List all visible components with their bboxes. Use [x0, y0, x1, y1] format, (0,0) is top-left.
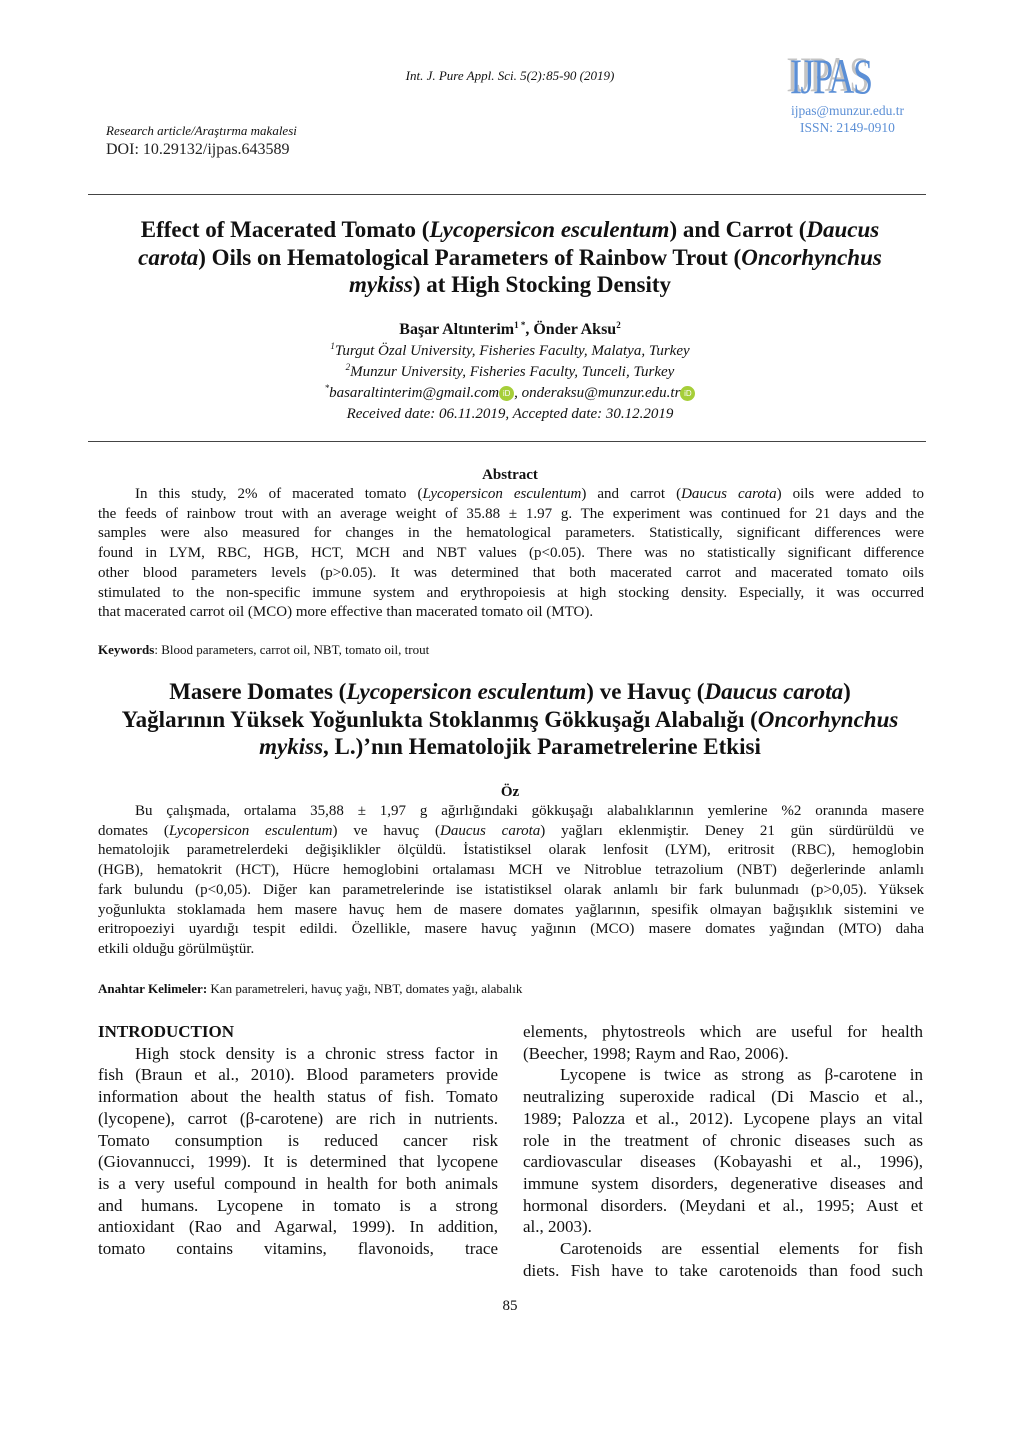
text-line — [98, 920, 924, 940]
text-segment: etkili olduğu görülmüştür. — [98, 940, 255, 957]
text-segment: ) yağları eklenmiştir. Deney 21 gün sürdürüldü ve — [540, 822, 924, 839]
text-line — [98, 822, 924, 842]
journal-citation: Int. J. Pure Appl. Sci. 5(2):85-90 (2019) — [405, 68, 615, 83]
title-line — [60, 271, 960, 299]
italic-text: Oncorhynchus — [757, 706, 899, 732]
text-segment: hematolojik parametrelerdeki değişiklikler ölçüldü. İstatistiksel olarak lenfosit (LYM), eritrosit (RBC), hemoglobin — [98, 842, 924, 859]
orcid-icon[interactable]: iD — [680, 386, 695, 401]
section-heading — [98, 1021, 498, 1043]
page-number: 85 — [502, 1298, 518, 1314]
text-segment: (HGB), hematokrit (HCT), Hücre hemoglobini ortalaması MCH ve Nitroblue tetrazolium (NBT) değerlerinde anlamlı — [98, 862, 924, 879]
anahtar-kelimeler: Anahtar Kelimeler: Kan parametreleri, havuç yağı, NBT, domates yağı, alabalık — [98, 981, 523, 996]
text-line — [98, 1216, 498, 1238]
italic-text: Lycopersicon esculentum — [346, 679, 587, 704]
text-line — [98, 940, 924, 960]
text-line — [98, 584, 924, 604]
text-segment: role in the treatment of chronic diseases such as — [523, 1130, 923, 1150]
title-line — [60, 678, 960, 706]
text-segment: and humans. Lycopene in tomato is a strong — [98, 1195, 498, 1215]
text-segment: High stock density is a chronic stress factor in — [135, 1043, 498, 1063]
journal-email[interactable]: ijpas@munzur.edu.tr — [791, 103, 904, 118]
journal-logo — [782, 48, 912, 104]
text-segment: other blood parameters levels (p>0.05). It was determined that both macerated carrot and macerated tomato oils — [98, 564, 924, 581]
text-line — [523, 1151, 923, 1173]
author-emails: *basaraltinterim@gmail.com iD , onderaksu@munzur.edu.tr iD — [0, 383, 1020, 403]
text-segment: al., 2003). — [523, 1217, 592, 1237]
text-segment: Tomato consumption is reduced cancer risk — [98, 1130, 498, 1150]
text-segment: , L.)’nın Hematolojik Parametrelerine Etkisi — [323, 734, 761, 759]
text-line — [523, 1195, 923, 1217]
text-segment: Effect of Macerated Tomato ( — [140, 217, 430, 242]
italic-text: mykiss — [348, 272, 413, 297]
italic-text: Daucus carota — [681, 486, 777, 502]
text-line — [98, 1173, 498, 1195]
text-segment: ) at High Stocking Density — [412, 272, 672, 297]
text-segment: is a very useful compound in health for both animals — [98, 1173, 498, 1193]
orcid-icon[interactable]: iD — [499, 386, 514, 401]
journal-issn: ISSN: 2149-0910 — [800, 120, 895, 135]
abstract-heading: Abstract — [482, 467, 538, 483]
text-segment: 1989; Palozza et al., 2012). Lycopene plays an vital — [523, 1108, 923, 1128]
text-segment: information about the health status of fish. Tomato — [98, 1087, 498, 1107]
text-segment: yoğunlukta stoklamada hem masere havuç hem de masere domates yağlarının, spesifik olmayan bağışıklık sistemini ve — [98, 901, 924, 918]
text-line — [98, 1238, 498, 1260]
title-line — [60, 706, 960, 734]
text-line — [523, 1064, 923, 1086]
doi[interactable]: DOI: 10.29132/ijpas.643589 — [106, 141, 290, 158]
text-line — [98, 881, 924, 901]
text-segment: antioxidant (Rao and Agarwal, 1999). In addition, — [98, 1217, 498, 1237]
italic-text: Lycopersicon esculentum — [429, 217, 670, 242]
text-line — [523, 1260, 923, 1282]
text-line — [98, 1151, 498, 1173]
text-segment: samples were also measured for changes in the hematological parameters. Statistically, significant differences were — [98, 525, 924, 542]
oz-body — [98, 802, 924, 960]
text-segment: ) — [843, 679, 851, 704]
text-segment: ) ve havuç ( — [332, 822, 440, 839]
text-line — [98, 901, 924, 921]
text-segment: that macerated carrot oil (MCO) more effective than macerated tomato oil (MTO). — [98, 604, 594, 621]
text-segment: diets. Fish have to take carotenoids than food such — [523, 1260, 923, 1280]
text-segment: hormonal disorders. (Meydani et al., 1995; Aust et — [523, 1195, 923, 1215]
text-line — [98, 603, 924, 623]
text-line — [523, 1130, 923, 1152]
title-english — [60, 216, 960, 299]
text-line — [98, 1108, 498, 1130]
text-segment: Bu çalışmada, ortalama 35,88 ± 1,97 g ağırlığındaki gökkuşağı alabalıklarının yemlerine %2 oranında masere — [135, 803, 924, 819]
text-segment: (lycopene), carrot (β-carotene) are rich in nutrients. — [98, 1108, 498, 1128]
logo-text: IJPAS — [790, 48, 872, 104]
text-line — [523, 1043, 923, 1065]
text-segment: fark bulundu (p<0,05). Diğer kan parametrelerinde ise istatistiksel olarak anlamlı bir fark bulunmadı (p>0,05). Yüksek — [98, 881, 924, 898]
divider — [88, 194, 926, 195]
text-line — [98, 485, 924, 505]
email-1[interactable]: basaraltinterim@gmail.com — [329, 385, 500, 401]
text-segment: Masere Domates ( — [169, 679, 347, 704]
affiliation-2: $^2$Munzur University, Fisheries Faculty, Tunceli, Turkey — [345, 362, 675, 380]
italic-text: Oncorhynchus — [741, 244, 882, 270]
text-segment: ) ve Havuç ( — [586, 679, 705, 704]
italic-text: Lycopersicon esculentum — [168, 822, 333, 839]
text-segment: Lycopene is twice as strong as β-carotene in — [560, 1065, 923, 1085]
text-segment: ) and Carrot ( — [669, 217, 807, 242]
title-line — [60, 244, 960, 272]
text-line — [98, 841, 924, 861]
italic-text: mykiss — [259, 734, 324, 759]
text-segment: cardiovascular diseases (Kobayashi et al., 1996), — [523, 1152, 923, 1172]
text-segment: eritropoeziyi uyardığı tespit edildi. Özellikle, masere havuç yağının (MCO) masere domates yağından (MTO) daha — [98, 921, 924, 938]
text-line — [98, 1130, 498, 1152]
text-segment: neutralizing superoxide radical (Di Mascio et al., — [523, 1087, 923, 1107]
authors: Başar Altınterim$^{1 *}$, Önder Aksu$^2$ — [399, 320, 621, 338]
text-segment: (Beecher, 1998; Raym and Rao, 2006). — [523, 1043, 789, 1063]
dates: Received date: 06.11.2019, Accepted date: 30.12.2019 — [346, 406, 674, 422]
text-line — [98, 564, 924, 584]
text-line — [523, 1238, 923, 1260]
text-segment: found in LYM, RBC, HGB, HCT, MCH and NBT values (p<0.05). There was no statistically significant difference — [98, 545, 924, 562]
italic-text: Lycopersicon esculentum — [422, 486, 582, 502]
text-line — [98, 1195, 498, 1217]
text-line — [98, 505, 924, 525]
text-segment: ) and carrot ( — [581, 486, 682, 502]
text-line — [98, 544, 924, 564]
text-segment: (Giovannucci, 1999). It is determined that lycopene — [98, 1152, 498, 1172]
text-line — [523, 1108, 923, 1130]
text-segment: Yağlarının Yüksek Yoğunlukta Stoklanmış Gökkuşağı Alabalığı ( — [121, 706, 758, 732]
italic-text: Daucus carota — [704, 679, 844, 704]
text-line — [98, 1086, 498, 1108]
text-segment: tomato contains vitamins, flavonoids, trace — [98, 1239, 498, 1259]
text-segment: elements, phytostreols which are useful for health — [523, 1022, 923, 1041]
title-turkish — [60, 678, 960, 761]
text-segment: the feeds of rainbow trout with an average weight of 35.88 ± 1.97 g. The experiment was continued for 21 days and the — [98, 505, 924, 522]
text-segment: ) oils were added to — [776, 486, 924, 502]
text-segment: Carotenoids are essential elements for fish — [560, 1239, 923, 1259]
text-segment: stimulated to the non-specific immune system and erythropoiesis at high stocking density. Especially, it was occurred — [98, 584, 924, 601]
text-line — [523, 1021, 923, 1043]
italic-text: carota — [138, 244, 199, 270]
text-line — [523, 1216, 923, 1238]
article-type: Research article/Araştırma makalesi — [106, 123, 297, 138]
abstract-body — [98, 485, 924, 623]
text-line — [98, 861, 924, 881]
italic-text: Daucus carota — [440, 822, 541, 839]
title-line — [60, 216, 960, 244]
text-segment: immune system disorders, degenerative diseases and — [523, 1173, 923, 1193]
text-line — [98, 1064, 498, 1086]
body-column-right — [523, 1021, 923, 1281]
text-segment: ) Oils on Hematological Parameters of Rainbow Trout ( — [198, 244, 742, 270]
keywords: Keywords: Blood parameters, carrot oil, NBT, tomato oil, trout — [98, 642, 430, 657]
title-line — [60, 733, 960, 761]
text-segment: domates ( — [98, 822, 169, 839]
text-segment: INTRODUCTION — [98, 1022, 235, 1041]
email-2[interactable]: onderaksu@munzur.edu.tr — [521, 385, 681, 401]
text-segment: fish (Braun et al., 2010). Blood parameters provide — [98, 1065, 498, 1085]
text-line — [523, 1086, 923, 1108]
text-segment: In this study, 2% of macerated tomato ( — [135, 486, 423, 502]
body-column-left — [98, 1021, 498, 1260]
text-line — [98, 802, 924, 822]
text-line — [98, 524, 924, 544]
text-line — [523, 1173, 923, 1195]
text-line — [98, 1043, 498, 1065]
divider — [88, 441, 926, 442]
affiliation-1: $^1$Turgut Özal University, Fisheries Faculty, Malatya, Turkey — [330, 341, 690, 359]
italic-text: Daucus — [806, 217, 880, 242]
oz-heading: Öz — [500, 784, 520, 800]
